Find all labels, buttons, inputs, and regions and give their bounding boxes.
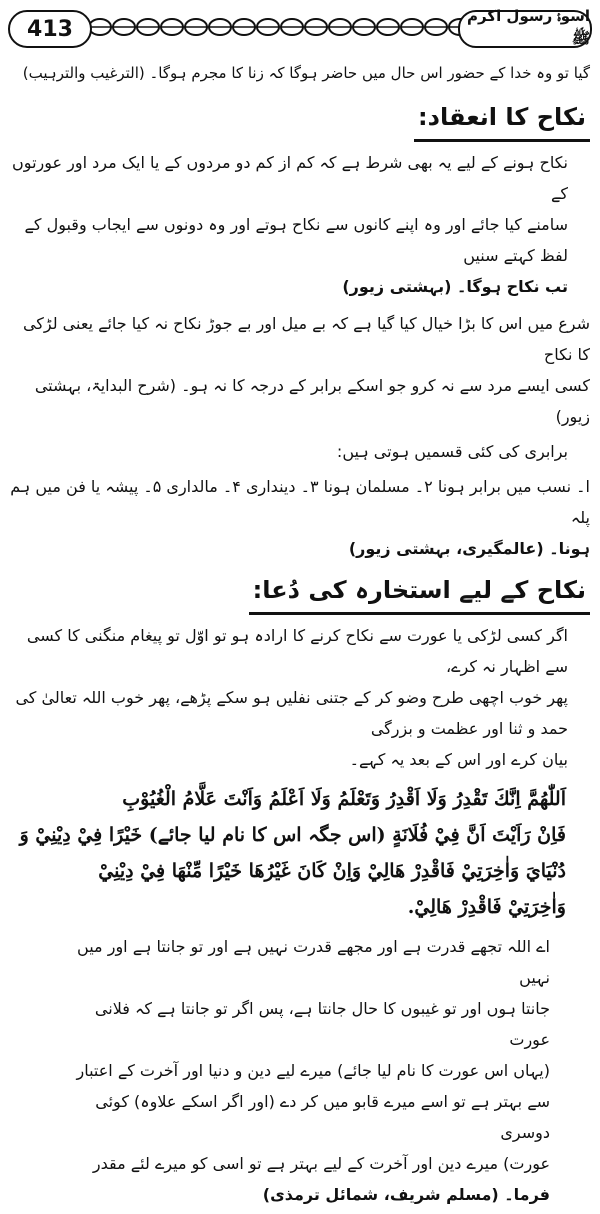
text-line: تب نکاح ہوگا۔ (بہشتی زیور) xyxy=(342,277,568,296)
page-number: 413 xyxy=(8,10,92,48)
paragraph-istikhara-intro xyxy=(10,620,590,775)
dua-line: وَاٰخِرَتِيْ فَاقْدِرْ هَالِيْ. xyxy=(407,896,566,918)
text-line: شرع میں اس کا بڑا خیال کیا گیا ہے کہ بے میل اور بے جوڑ نکاح نہ کیا جائے یعنی لڑکی کا نکاح xyxy=(22,314,590,364)
translation-line: (یہاں اس عورت کا نام لیا جائے) میرے لیے دین و دنیا اور آخرت کے اعتبار xyxy=(76,1061,550,1080)
text-line: کسی ایسے مرد سے نہ کرو جو اسکے برابر کے درجہ کا نہ ہو۔ (شرح البدایۃ، بہشتی زیور) xyxy=(34,376,590,426)
paragraph-kinds: برابری کی کئی قسمیں ہوتی ہیں: xyxy=(336,442,568,461)
translation-line: فرما۔ (مسلم شریف، شمائل ترمذی) xyxy=(262,1185,550,1204)
text-line: اگر کسی لڑکی یا عورت سے نکاح کرنے کا ارادہ ہو تو اوّل تو پیغام منگنی کا کسی سے اظہار نہ کرے، xyxy=(26,626,568,676)
dua-line: فَاِنْ رَاَيْتَ اَنَّ فِيْ فُلَانَةٍ (اس جگہ اس کا نام لیا جائے) خَيْرًا فِيْ دِيْنِيْ وَ xyxy=(19,824,566,846)
page-content xyxy=(10,58,590,1214)
text-line: پھر خوب اچھی طرح وضو کر کے جتنی نفلیں ہو سکے پڑھے، پھر خوب اللہ تعالیٰ کی حمد و ثنا اور عظمت و بزرگی xyxy=(15,688,568,738)
lead-line: گیا تو وہ خدا کے حضور اس حال میں حاضر ہوگا کہ زنا کا مجرم ہوگا۔ (الترغیب والترہیب) xyxy=(22,64,590,82)
section-heading-nikah-inaqad: نکاح کا انعقاد: xyxy=(414,97,590,142)
dua-line: اَللّٰهُمَّ اِنَّكَ تَقْدِرُ وَلَا اَقْدِرُ وَتَعْلَمُ وَلَا اَعْلَمُ وَاَنْتَ عَلَّامُ الْغُيُوْبِ xyxy=(122,788,566,810)
paragraph-conditions xyxy=(10,147,590,302)
translation-line: سے بہتر ہے تو اسے میرے قابو میں کر دے (اور اگر اسکے علاوہ) کوئی دوسری xyxy=(95,1092,550,1142)
running-title: اسوۂ رسول اکرم ﷺ xyxy=(458,10,592,48)
translation-line: اے اللہ تجھے قدرت ہے اور مجھے قدرت نہیں ہے اور تو جانتا ہے اور میں نہیں xyxy=(77,937,550,987)
heading-row xyxy=(10,95,590,147)
arabic-dua xyxy=(10,781,590,925)
paragraph-equality xyxy=(10,308,590,432)
paragraph-kinds-list xyxy=(10,471,590,564)
page-header xyxy=(8,8,592,52)
text-line: ا۔ نسب میں برابر ہونا ۲۔ مسلمان ہونا ۳۔ دینداری ۴۔ مالداری ۵۔ پیشہ یا فن میں ہم پلہ xyxy=(10,477,590,527)
text-line: سامنے کیا جائے اور وہ اپنے کانوں سے نکاح ہوتے اور وہ دونوں سے ایجاب وقبول کے لفظ کہتے سنیں xyxy=(24,215,568,265)
text-line: نکاح ہونے کے لیے یہ بھی شرط ہے کہ کم از کم دو مردوں کے یا ایک مرد اور عورتوں کے xyxy=(12,153,568,203)
heading-row xyxy=(10,568,590,620)
section-heading-istikhara: نکاح کے لیے استخارہ کی دُعا: xyxy=(249,570,590,615)
text-line: ہونا۔ (عالمگیری، بہشتی زیور) xyxy=(348,539,590,558)
translation-line: جانتا ہوں اور تو غیبوں کا حال جانتا ہے، پس اگر تو جانتا ہے کہ فلانی عورت xyxy=(94,999,550,1049)
decorative-chain-border xyxy=(90,14,462,40)
dua-line: دُنْيَايَ وَاٰخِرَتِيْ فَاقْدِرْ هَالِيْ وَاِنْ كَانَ غَيْرُهَا خَيْرًا مِّنْهَا فِيْ دِيْنِيْ xyxy=(98,860,566,882)
dua-translation xyxy=(10,931,590,1210)
translation-line: عورت) میرے دین اور آخرت کے لیے بہتر ہے تو اسی کو میرے لئے مقدر xyxy=(92,1154,550,1173)
text-line: بیان کرے اور اس کے بعد یہ کہے۔ xyxy=(349,750,568,769)
